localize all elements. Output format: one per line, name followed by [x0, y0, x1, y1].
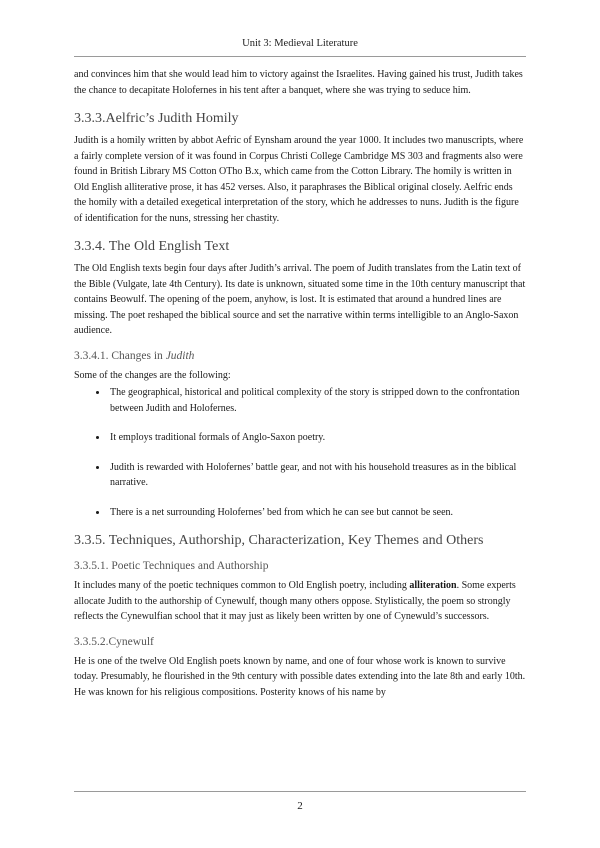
section-heading-old-english-text: 3.3.4. The Old English Text [74, 239, 230, 254]
list-item: • The geographical, historical and political complexity of the story is stripped down to the confrontation between Judith and Holofernes. [108, 385, 526, 416]
changes-lead: Some of the changes are the following: [74, 369, 231, 381]
page-number: 2 [297, 800, 303, 812]
page-body [74, 67, 526, 700]
header-rule [74, 56, 526, 57]
changes-heading-prefix: 3.3.4.1. Changes in [74, 349, 166, 362]
section-heading-aelfric-homily: 3.3.3.Aelfric’s Judith Homily [74, 111, 239, 126]
intro-paragraph: and convinces him that she would lead him to victory against the Israelites. Having gained his trust, Judith takes the chance to decapitate Holofernes in his tent after a banquet, where she was trying to seduce him. [74, 69, 523, 96]
aelfric-homily-paragraph: Judith is a homily written by abbot Aefric of Eynsham around the year 1000. It includes two manuscripts, where a fairly complete version of it was found in Corpus Christi College Cambridge MS 303 and fragments also were found in British Library MS Cotton OTho B.x, which came from the Cotton Library. The homily is written in Old English alliterative prose, it has 452 verses. Also, it paraphrases the Biblical original closely. Aelfric ends the homily with a detailed exegetical interpretation of the story, which he addresses to nuns. Judith is the figure of identification for the nuns, stressing her chastity. [74, 135, 524, 224]
alliteration-term: alliteration [409, 580, 457, 591]
list-item: • There is a net surrounding Holofernes’ bed from which he can see but cannot be seen. [108, 505, 526, 521]
subsection-heading-cynewulf: 3.3.5.2.Cynewulf [74, 635, 154, 648]
poetic-techniques-paragraph: It includes many of the poetic techniques common to Old English poetry, including alliteration. Some experts allocate Judith to the authorship of Cynewulf, though many others oppose. Stylistically, the poem so strongly reflects the Cynewulfian school that it may just as likely been written by one of Cynewuld’s successors. [74, 580, 516, 622]
changes-heading-italic: Judith [165, 349, 195, 362]
subsection-heading-poetic-techniques: 3.3.5.1. Poetic Techniques and Authorship [74, 560, 269, 572]
old-english-text-paragraph: The Old English texts begin four days after Judith’s arrival. The poem of Judith translates from the Latin text of the Bible (Vulgate, late 4th Century). Its date is unknown, situated some time in the 10th century manuscript that contains Beowulf. The opening of the poem, anyhow, is lost. It is estimated that around a hundred lines are missing. The poet reshaped the biblical source and set the narrative within terms intelligible to an Anglo-Saxon audience. [74, 263, 526, 336]
changes-list [74, 385, 526, 520]
list-item: • Judith is rewarded with Holofernes’ battle gear, and not with his household treasures as in the biblical narrative. [108, 460, 526, 491]
cynewulf-paragraph: He is one of the twelve Old English poets known by name, and one of four whose work is known to survive today. Presumably, he flourished in the 9th century with possible dates extending into the late 8th and early 10th. He was known for his religious compositions. Posterity knows of his name by [74, 655, 526, 698]
subsection-heading-changes [74, 349, 526, 364]
section-heading-techniques: 3.3.5. Techniques, Authorship, Characterization, Key Themes and Others [74, 533, 484, 548]
footer-rule [74, 791, 526, 792]
list-item: • It employs traditional formals of Anglo-Saxon poetry. [108, 430, 526, 446]
running-header: Unit 3: Medieval Literature [242, 38, 358, 49]
